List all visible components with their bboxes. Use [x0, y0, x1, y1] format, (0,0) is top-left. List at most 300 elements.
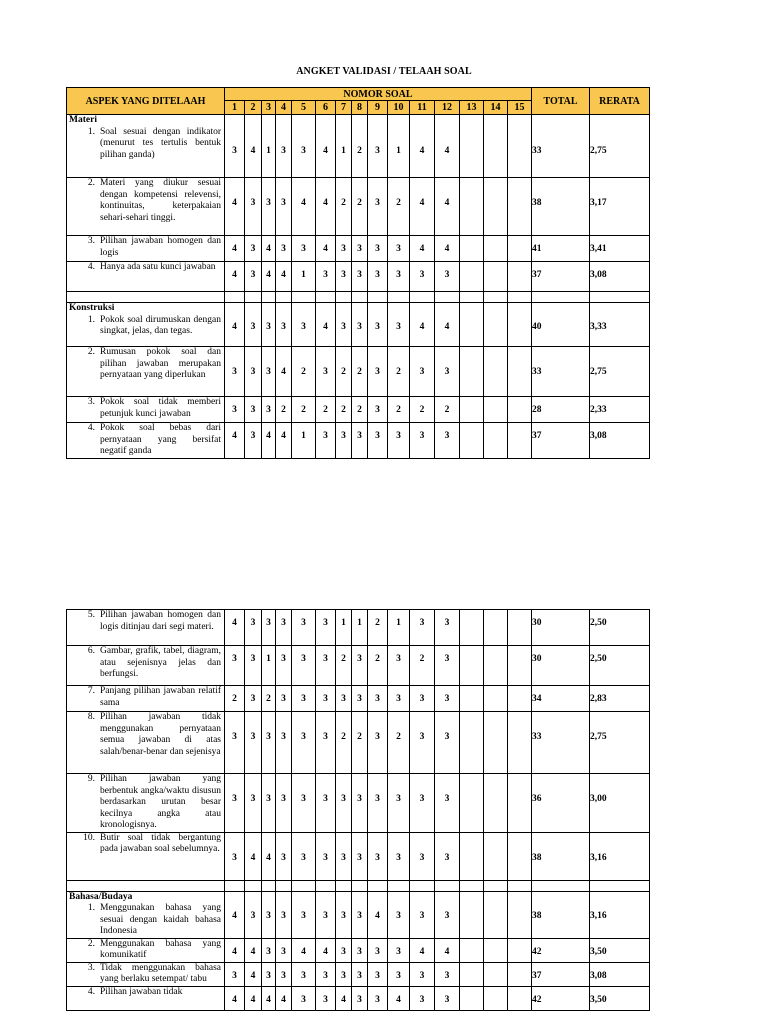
total-cell: 28: [532, 397, 590, 423]
score-cell: 4: [276, 262, 292, 292]
score-cell: 2: [388, 712, 410, 774]
aspect-cell: [67, 303, 225, 347]
score-cell: [484, 962, 508, 986]
list-item: [69, 262, 221, 274]
score-cell: 3: [245, 712, 262, 774]
score-cell: 3: [368, 347, 388, 397]
score-cell: 3: [262, 774, 276, 833]
score-cell: 3: [276, 646, 292, 686]
score-cell: 3: [292, 962, 316, 986]
score-cell: 3: [410, 423, 435, 459]
score-cell: 2: [352, 397, 368, 423]
total-cell: 36: [532, 774, 590, 833]
item-number: 3.: [87, 962, 95, 973]
table-row: [67, 832, 650, 880]
score-cell: [484, 832, 508, 880]
rerata-cell: 3,33: [590, 303, 650, 347]
score-cell: [460, 115, 484, 178]
rerata-cell: 3,41: [590, 236, 650, 262]
score-cell: 3: [292, 774, 316, 833]
score-cell: 3: [410, 774, 435, 833]
aspect-cell: [67, 891, 225, 938]
list-item: [69, 987, 221, 999]
score-cell: 3: [352, 962, 368, 986]
score-cell: 3: [352, 832, 368, 880]
rerata-cell: 3,08: [590, 423, 650, 459]
score-cell: 3: [336, 938, 352, 962]
score-cell: 3: [352, 986, 368, 1010]
score-cell: 4: [316, 938, 336, 962]
header-number-15: 15: [508, 101, 532, 115]
table-row: [67, 891, 650, 938]
score-cell: [460, 423, 484, 459]
rerata-cell: 2,75: [590, 712, 650, 774]
score-cell: 3: [435, 262, 460, 292]
score-cell: [508, 891, 532, 938]
table-row: [67, 610, 650, 646]
score-cell: 3: [388, 236, 410, 262]
score-cell: 4: [316, 303, 336, 347]
rerata-cell: 2,83: [590, 686, 650, 712]
list-item: [69, 833, 221, 856]
score-cell: 3: [435, 891, 460, 938]
table-row: [67, 686, 650, 712]
score-cell: 3: [276, 178, 292, 236]
score-cell: 4: [276, 423, 292, 459]
score-cell: [508, 686, 532, 712]
score-cell: 4: [225, 178, 245, 236]
score-cell: 1: [336, 115, 352, 178]
score-cell: 3: [435, 646, 460, 686]
item-number: 9.: [87, 774, 95, 784]
score-cell: [484, 646, 508, 686]
score-cell: [508, 115, 532, 178]
score-cell: 3: [368, 236, 388, 262]
score-cell: 4: [262, 236, 276, 262]
score-cell: 3: [435, 774, 460, 833]
item-text: Gambar, grafik, tabel, diagram, atau sejenisnya jelas dan berfungsi.: [100, 646, 221, 679]
score-cell: 3: [292, 646, 316, 686]
score-cell: 2: [336, 712, 352, 774]
total-cell: 42: [532, 986, 590, 1010]
total-cell: 40: [532, 303, 590, 347]
score-cell: 3: [245, 347, 262, 397]
score-cell: 3: [262, 303, 276, 347]
score-cell: 4: [410, 115, 435, 178]
score-cell: 3: [245, 303, 262, 347]
item-number: 4.: [87, 423, 95, 433]
score-cell: 3: [245, 236, 262, 262]
score-cell: 2: [368, 610, 388, 646]
score-cell: 4: [262, 986, 276, 1010]
aspect-cell: [67, 347, 225, 397]
header-number-2: 2: [245, 101, 262, 115]
item-text: Pilihan jawaban homogen dan logis ditinjau dari segi materi.: [100, 610, 221, 632]
table-row: [67, 397, 650, 423]
aspect-cell: [67, 832, 225, 880]
score-cell: 3: [316, 686, 336, 712]
score-cell: 4: [435, 303, 460, 347]
score-cell: 3: [388, 891, 410, 938]
rerata-cell: 3,00: [590, 774, 650, 833]
score-cell: [508, 347, 532, 397]
header-number-1: 1: [225, 101, 245, 115]
score-cell: 4: [435, 115, 460, 178]
score-cell: [484, 397, 508, 423]
score-cell: 2: [352, 115, 368, 178]
total-cell: 37: [532, 262, 590, 292]
score-cell: 3: [410, 962, 435, 986]
score-cell: 3: [368, 938, 388, 962]
score-cell: 3: [245, 646, 262, 686]
score-cell: [460, 347, 484, 397]
score-cell: [484, 986, 508, 1010]
list-item: [69, 712, 221, 758]
rerata-cell: 3,16: [590, 832, 650, 880]
score-cell: 3: [245, 891, 262, 938]
score-cell: 3: [245, 423, 262, 459]
score-cell: 3: [368, 986, 388, 1010]
score-cell: [508, 774, 532, 833]
aspect-cell: [67, 962, 225, 986]
score-cell: 3: [410, 610, 435, 646]
score-cell: 3: [262, 712, 276, 774]
score-cell: 3: [292, 303, 316, 347]
item-text: Pilihan jawaban homogen dan logis: [100, 236, 221, 258]
score-cell: [460, 962, 484, 986]
score-cell: 3: [262, 347, 276, 397]
aspect-cell: [67, 938, 225, 962]
header-aspek: ASPEK YANG DITELAAH: [67, 88, 225, 115]
header-number-13: 13: [460, 101, 484, 115]
score-cell: 3: [262, 397, 276, 423]
item-number: 10.: [83, 832, 95, 843]
rerata-cell: 3,16: [590, 891, 650, 938]
score-cell: 2: [336, 347, 352, 397]
score-cell: 4: [368, 891, 388, 938]
score-cell: 2: [388, 397, 410, 423]
score-cell: [484, 347, 508, 397]
list-item: [69, 397, 221, 420]
score-cell: [460, 610, 484, 646]
score-cell: 3: [388, 303, 410, 347]
score-cell: 4: [245, 938, 262, 962]
total-cell: 33: [532, 347, 590, 397]
score-cell: 3: [388, 938, 410, 962]
score-cell: [484, 115, 508, 178]
score-cell: 4: [435, 178, 460, 236]
total-cell: 30: [532, 646, 590, 686]
table-row: [67, 962, 650, 986]
item-number: 1.: [87, 903, 95, 913]
score-cell: 3: [292, 986, 316, 1010]
rerata-cell: 3,50: [590, 938, 650, 962]
list-item: [69, 774, 221, 832]
score-cell: 3: [316, 832, 336, 880]
score-cell: [508, 236, 532, 262]
total-cell: 33: [532, 115, 590, 178]
score-cell: [460, 774, 484, 833]
score-cell: 2: [410, 397, 435, 423]
list-item: [69, 963, 221, 986]
header-number-3: 3: [262, 101, 276, 115]
aspect-cell: [67, 610, 225, 646]
item-number: 3.: [87, 397, 95, 407]
score-cell: 3: [336, 832, 352, 880]
score-cell: 3: [225, 774, 245, 833]
score-cell: 2: [368, 646, 388, 686]
score-cell: 3: [336, 262, 352, 292]
item-text: Pilihan jawaban tidak menggunakan pernyataan semua jawaban di atas salah/benar-benar dan sejenisya: [100, 712, 221, 757]
score-cell: 3: [368, 686, 388, 712]
aspect-cell: [67, 986, 225, 1010]
score-cell: 3: [388, 774, 410, 833]
item-number: 6.: [87, 646, 95, 656]
score-cell: 4: [316, 236, 336, 262]
score-cell: 3: [245, 397, 262, 423]
score-cell: [460, 397, 484, 423]
score-cell: 3: [336, 303, 352, 347]
category-label: Bahasa/Budaya: [69, 891, 133, 902]
aspect-cell: [67, 686, 225, 712]
total-cell: 37: [532, 962, 590, 986]
rerata-cell: 2,33: [590, 397, 650, 423]
score-cell: 3: [368, 962, 388, 986]
item-number: 4.: [87, 262, 95, 272]
score-cell: [460, 986, 484, 1010]
score-cell: 3: [225, 115, 245, 178]
table-row: [67, 262, 650, 292]
list-item: [69, 315, 221, 338]
score-cell: 4: [316, 178, 336, 236]
score-cell: 3: [292, 686, 316, 712]
score-cell: 3: [435, 986, 460, 1010]
score-cell: 3: [435, 832, 460, 880]
score-cell: 3: [225, 832, 245, 880]
total-cell: 34: [532, 686, 590, 712]
score-cell: [460, 686, 484, 712]
score-cell: 3: [336, 236, 352, 262]
header-number-5: 5: [292, 101, 316, 115]
score-cell: 3: [410, 712, 435, 774]
score-cell: 1: [336, 610, 352, 646]
score-cell: [484, 303, 508, 347]
score-cell: 3: [292, 115, 316, 178]
aspect-cell: [67, 115, 225, 178]
score-cell: [508, 712, 532, 774]
header-total: TOTAL: [532, 88, 590, 115]
rerata-cell: 3,08: [590, 962, 650, 986]
validation-table-page-2: [66, 609, 650, 1011]
header-number-10: 10: [388, 101, 410, 115]
score-cell: 3: [276, 832, 292, 880]
score-cell: 4: [225, 986, 245, 1010]
score-cell: 1: [292, 423, 316, 459]
score-cell: [460, 938, 484, 962]
score-cell: [484, 610, 508, 646]
score-cell: 3: [292, 832, 316, 880]
score-cell: [460, 236, 484, 262]
score-cell: 3: [225, 397, 245, 423]
score-cell: 4: [276, 986, 292, 1010]
aspect-cell: [67, 646, 225, 686]
total-cell: 41: [532, 236, 590, 262]
score-cell: [508, 178, 532, 236]
item-text: Menggunakan bahasa yang komunikatif: [100, 938, 221, 960]
score-cell: 3: [262, 178, 276, 236]
score-cell: [460, 832, 484, 880]
aspect-cell: [67, 262, 225, 292]
score-cell: 2: [316, 397, 336, 423]
score-cell: 4: [262, 832, 276, 880]
score-cell: [484, 774, 508, 833]
score-cell: 3: [336, 891, 352, 938]
item-number: 5.: [87, 610, 95, 620]
score-cell: 3: [276, 962, 292, 986]
score-cell: 3: [368, 774, 388, 833]
table-row: [67, 938, 650, 962]
item-text: Pilihan jawaban tidak: [100, 986, 183, 997]
score-cell: 4: [388, 986, 410, 1010]
rerata-cell: 3,17: [590, 178, 650, 236]
score-cell: [508, 397, 532, 423]
score-cell: 3: [368, 832, 388, 880]
aspect-cell: [67, 423, 225, 459]
score-cell: 3: [276, 610, 292, 646]
score-cell: 3: [316, 423, 336, 459]
score-cell: 3: [245, 610, 262, 646]
score-cell: 3: [435, 712, 460, 774]
total-cell: 37: [532, 423, 590, 459]
page-title: ANGKET VALIDASI / TELAAH SOAL: [296, 66, 472, 77]
score-cell: 3: [368, 397, 388, 423]
total-cell: 38: [532, 178, 590, 236]
score-cell: 4: [410, 236, 435, 262]
item-text: Hanya ada satu kunci jawaban: [100, 262, 216, 272]
item-number: 8.: [87, 712, 95, 722]
score-cell: [508, 986, 532, 1010]
score-cell: 3: [262, 610, 276, 646]
score-cell: 4: [262, 423, 276, 459]
aspect-cell: [67, 178, 225, 236]
score-cell: 2: [410, 646, 435, 686]
header-number-11: 11: [410, 101, 435, 115]
score-cell: 2: [352, 178, 368, 236]
category-label: Konstruksi: [69, 303, 115, 313]
score-cell: 3: [262, 891, 276, 938]
table-row: [67, 178, 650, 236]
table-row: [67, 774, 650, 833]
score-cell: 3: [352, 646, 368, 686]
total-cell: 38: [532, 891, 590, 938]
score-cell: [484, 686, 508, 712]
score-cell: [508, 262, 532, 292]
score-cell: 3: [352, 262, 368, 292]
score-cell: 3: [368, 303, 388, 347]
score-cell: 3: [316, 891, 336, 938]
score-cell: 3: [225, 646, 245, 686]
score-cell: [508, 423, 532, 459]
aspect-cell: [67, 236, 225, 262]
score-cell: 3: [352, 236, 368, 262]
category-label: Materi: [69, 115, 97, 125]
score-cell: 1: [388, 610, 410, 646]
aspect-cell: [67, 397, 225, 423]
score-cell: 3: [225, 347, 245, 397]
score-cell: 3: [388, 962, 410, 986]
score-cell: [460, 891, 484, 938]
score-cell: 3: [352, 774, 368, 833]
score-cell: 3: [435, 610, 460, 646]
score-cell: 4: [336, 986, 352, 1010]
score-cell: 2: [388, 347, 410, 397]
item-number: 2.: [87, 938, 95, 949]
score-cell: 3: [316, 262, 336, 292]
score-cell: 4: [245, 832, 262, 880]
score-cell: 2: [336, 646, 352, 686]
table-row: [67, 986, 650, 1010]
score-cell: 4: [292, 178, 316, 236]
list-item: [69, 178, 221, 224]
score-cell: 3: [316, 712, 336, 774]
item-text: Soal sesuai dengan indikator (menurut tes tertulis bentuk pilihan ganda): [100, 126, 221, 160]
table-row: [67, 303, 650, 347]
item-number: 2.: [87, 347, 95, 357]
score-cell: 3: [388, 423, 410, 459]
score-cell: 3: [410, 891, 435, 938]
score-cell: 4: [410, 178, 435, 236]
item-text: Pokok soal tidak memberi petunjuk kunci jawaban: [100, 397, 221, 419]
score-cell: [484, 891, 508, 938]
item-text: Pokok soal dirumuskan dengan singkat, jelas, dan tegas.: [100, 314, 221, 336]
score-cell: 3: [352, 303, 368, 347]
score-cell: 3: [336, 774, 352, 833]
table-row: [67, 646, 650, 686]
total-cell: 38: [532, 832, 590, 880]
item-text: Menggunakan bahasa yang sesuai dengan kaidah bahasa Indonesia: [100, 903, 221, 936]
score-cell: 2: [336, 178, 352, 236]
score-cell: 3: [388, 646, 410, 686]
rerata-cell: 2,75: [590, 347, 650, 397]
score-cell: 3: [336, 686, 352, 712]
score-cell: [508, 962, 532, 986]
score-cell: 1: [388, 115, 410, 178]
header-number-8: 8: [352, 101, 368, 115]
score-cell: 3: [316, 986, 336, 1010]
score-cell: 2: [225, 686, 245, 712]
score-cell: [484, 178, 508, 236]
header-rerata: RERATA: [590, 88, 650, 115]
total-cell: 33: [532, 712, 590, 774]
score-cell: 3: [410, 686, 435, 712]
score-cell: 3: [368, 178, 388, 236]
table-row: [67, 423, 650, 459]
score-cell: 3: [388, 262, 410, 292]
score-cell: 3: [316, 774, 336, 833]
score-cell: 3: [352, 423, 368, 459]
score-cell: 4: [225, 236, 245, 262]
score-cell: 4: [276, 347, 292, 397]
validation-table-page-1: [66, 87, 650, 459]
score-cell: 3: [245, 178, 262, 236]
aspect-cell: [67, 774, 225, 833]
item-text: Pilihan jawaban yang berbentuk angka/waktu disusun berdasarkan urutan besar kecilnya angka atau kronologisnya.: [100, 774, 221, 830]
score-cell: 3: [292, 236, 316, 262]
score-cell: 3: [276, 712, 292, 774]
score-cell: 3: [410, 986, 435, 1010]
score-cell: [484, 712, 508, 774]
item-number: 7.: [87, 686, 95, 696]
